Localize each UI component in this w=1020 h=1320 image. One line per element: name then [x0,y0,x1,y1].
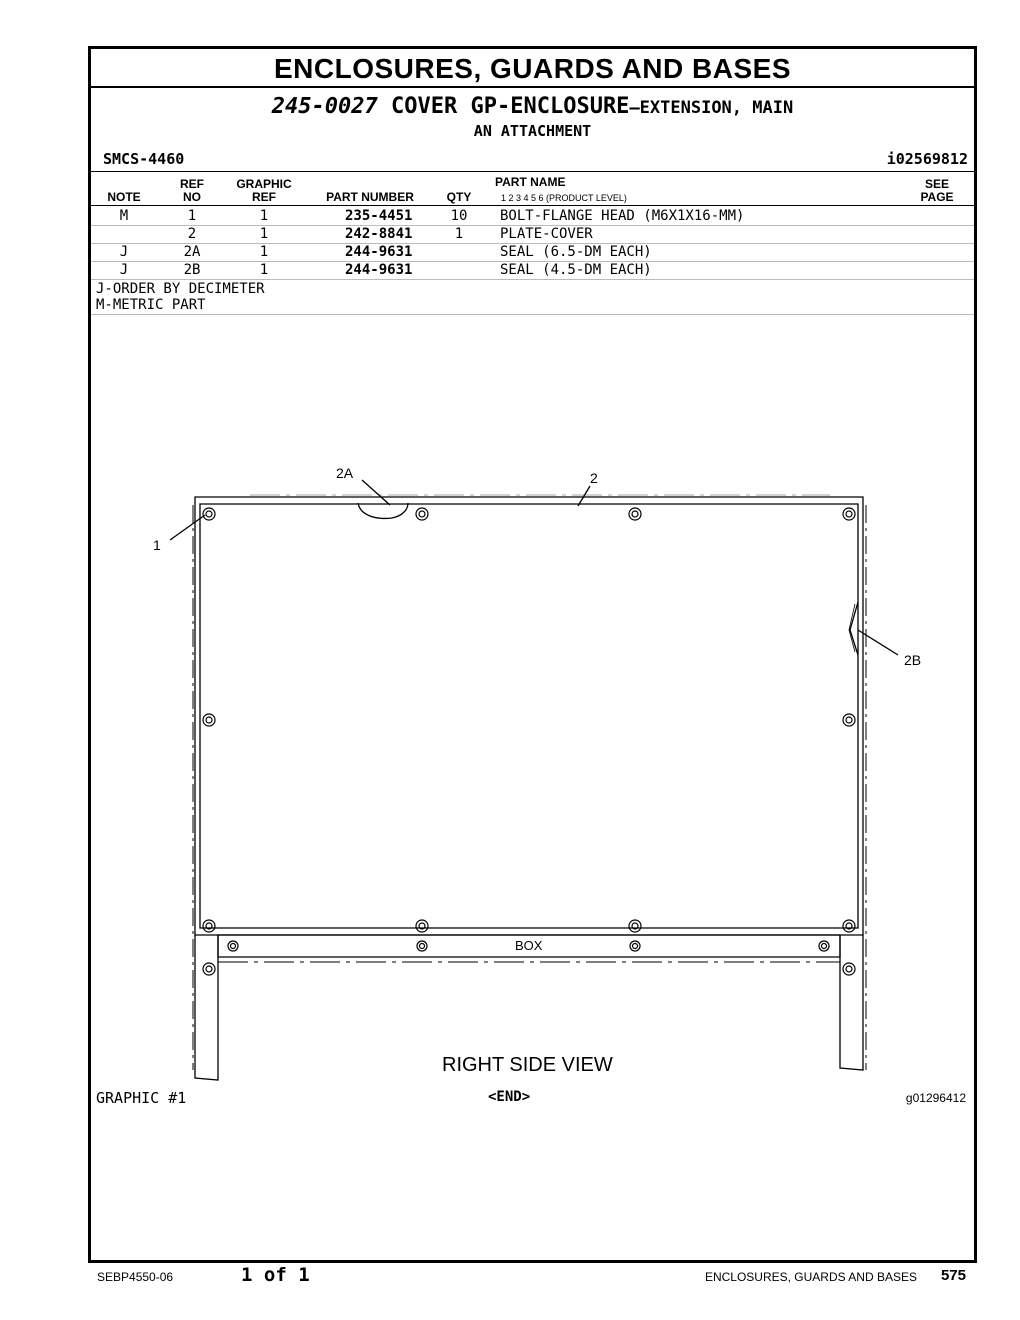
bolt-icon [819,941,829,951]
row-qty: 1 [454,226,464,242]
kit-subtitle: AN ATTACHMENT [473,122,592,140]
kit-part-name: COVER GP-ENCLOSURE [391,94,630,119]
row-ref: 2 [187,226,197,242]
row-part-number[interactable]: 242-8841 [345,226,413,242]
bolt-icon [416,508,428,520]
row-part-number[interactable]: 235-4451 [345,208,413,224]
kit-part-name-rest: —EXTENSION, MAIN [629,98,794,118]
callout-box: BOX [515,938,543,953]
row-part-name: SEAL (6.5-DM EACH) [500,244,652,260]
row-part-name: BOLT-FLANGE HEAD (M6X1X16-MM) [500,208,745,224]
bolt-icon [843,920,855,932]
col-header-qty: QTY [446,190,472,204]
col-header-ref-2: NO [183,190,201,204]
col-header-ref-1: REF [180,177,204,191]
col-header-graphic-1: GRAPHIC [236,177,292,191]
col-header-part-number: PART NUMBER [326,190,414,204]
bolt-icon [843,963,855,975]
row-ref: 2B [183,262,201,278]
bolt-icon [203,963,215,975]
footer-page-number: 575 [940,1267,966,1284]
kit-part-number: 245-0027 [271,94,378,119]
product-level-header: 1 2 3 4 5 6 (PRODUCT LEVEL) [501,193,627,203]
row-graphic-ref: 1 [259,244,269,260]
graphic-label: GRAPHIC #1 [96,1089,187,1107]
row-graphic-ref: 1 [259,226,269,242]
col-header-see-2: PAGE [920,190,954,204]
bolt-icon [629,920,641,932]
bolt-icon [629,508,641,520]
col-header-note: NOTE [107,190,141,204]
col-header-see-1: SEE [924,177,949,191]
footer-page-of: 1 of 1 [241,1264,310,1286]
bolt-icon [843,508,855,520]
callout-2a: 2A [336,465,354,481]
bolt-icon [203,714,215,726]
note-legend-m: M-METRIC PART [96,297,206,313]
callout-2b: 2B [904,652,922,668]
row-graphic-ref: 1 [259,208,269,224]
smcs-code: SMCS-4460 [103,150,185,168]
row-note: J [119,244,129,260]
row-part-name: PLATE-COVER [500,226,593,242]
col-header-part-name: PART NAME [495,175,566,189]
bolt-icon [630,941,640,951]
note-legend-j: J-ORDER BY DECIMETER [96,281,265,297]
bolt-icon [228,941,238,951]
document-id: i02569812 [886,150,968,168]
row-part-name: SEAL (4.5-DM EACH) [500,262,652,278]
col-header-graphic-2: REF [252,190,276,204]
row-note: M [119,208,129,224]
row-ref: 2A [183,244,201,260]
row-part-number[interactable]: 244-9631 [345,262,413,278]
bolt-icon [203,508,215,520]
row-graphic-ref: 1 [259,262,269,278]
bolt-icon [203,920,215,932]
view-label: RIGHT SIDE VIEW [442,1054,613,1076]
bolt-icon [417,941,427,951]
callout-2: 2 [590,470,598,486]
row-part-number[interactable]: 244-9631 [345,244,413,260]
bolt-icon [416,920,428,932]
bolt-icon [843,714,855,726]
end-marker: <END> [488,1089,531,1105]
footer-section: ENCLOSURES, GUARDS AND BASES [704,1270,917,1284]
row-note: J [119,262,129,278]
row-ref: 1 [187,208,197,224]
section-title: ENCLOSURES, GUARDS AND BASES [273,53,791,84]
graphic-id: g01296412 [905,1091,966,1105]
callout-1: 1 [153,537,161,553]
footer-doc-number: SEBP4550-06 [97,1270,174,1284]
row-qty: 10 [450,208,468,224]
